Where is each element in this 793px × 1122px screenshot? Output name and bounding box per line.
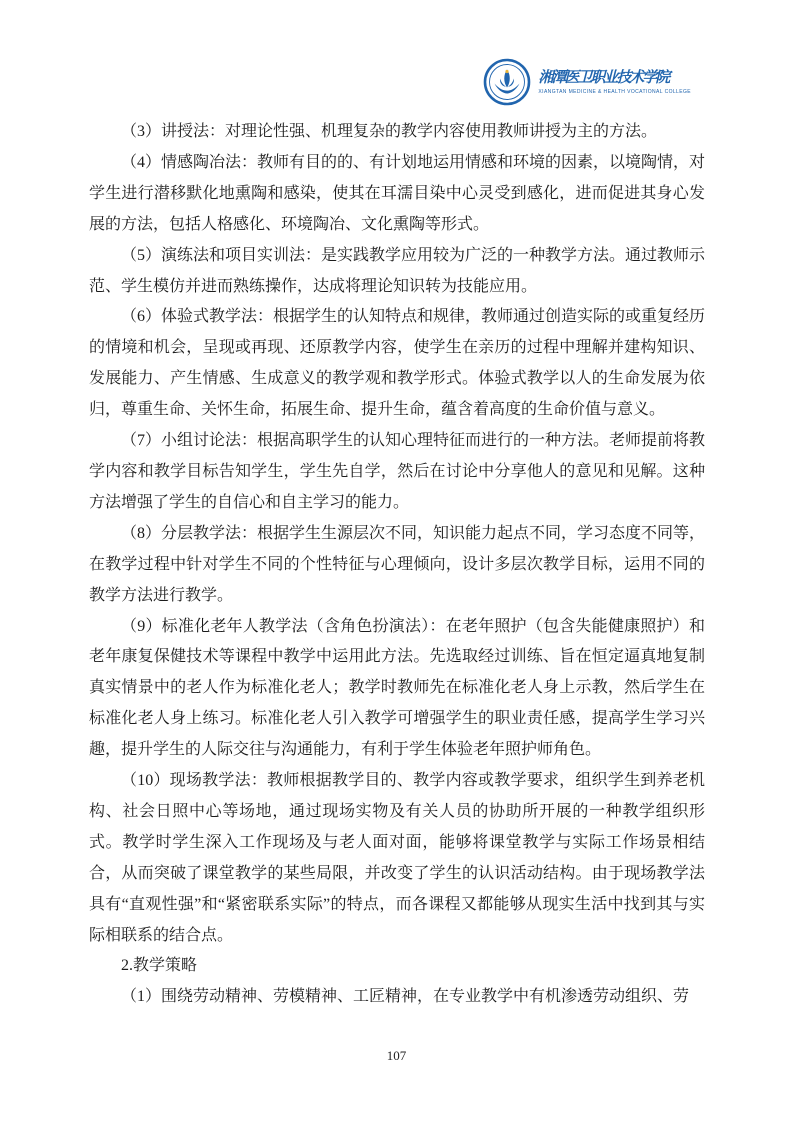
paragraph: （3）讲授法：对理论性强、机理复杂的教学内容使用教师讲授为主的方法。 xyxy=(121,123,658,140)
paragraph: （8）分层教学法：根据学生生源层次不同，知识能力起点不同，学习态度不同等，在教学过程中针对学生不同的个性特征与心理倾向，设计多层次教学目标，运用不同的教学方法进行教学。 xyxy=(89,524,706,604)
page-number: 107 xyxy=(386,1048,407,1063)
paragraph: （7）小组讨论法：根据高职学生的认知心理特征而进行的一种方法。老师提前将教学内容和教学目标告知学生，学生先自学，然后在讨论中分享他人的意见和见解。这种方法增强了学生的自信心和自主学习的能力。 xyxy=(89,432,706,511)
paragraph: （1）围绕劳动精神、劳模精神、工匠精神，在专业教学中有机渗透劳动组织、劳 xyxy=(121,988,690,1006)
paragraph: （10）现场教学法：教师根据教学目的、教学内容或教学要求，组织学生到养老机构、社会日照中心等场地，通过现场实物及有关人员的协助所开展的一种教学组织形式。教学时学生深入工作现场及与老人面对面，能够将课堂教学与实际工作场景相结合，从而突破了课堂教学的某些局限，并改变了学生的认识活动结构。由于现场教学法具有“直观性强”和“紧密联系实际”的特点，而各课程又都能够从现实生活中找到其与实际相联系的结合点。 xyxy=(89,772,705,944)
college-name-en: XIANGTAN MEDICINE & HEALTH VOCATIONAL COLLEGE xyxy=(538,89,691,95)
paragraph: 2.教学策略 xyxy=(121,957,198,975)
paragraph: （5）演练法和项目实训法：是实践教学应用较为广泛的一种教学方法。通过教师示范、学生模仿并进而熟练操作，达成将理论知识转为技能应用。 xyxy=(89,246,706,295)
paragraph: （4）情感陶冶法：教师有目的的、有计划地运用情感和环境的因素，以境陶情，对学生进行潜移默化地熏陶和感染，使其在耳濡目染中心灵受到感化，进而促进其身心发展的方法，包括人格感化、环境陶冶、文化熏陶等形式。 xyxy=(89,153,706,233)
college-emblem-icon xyxy=(483,58,531,106)
page-footer xyxy=(0,1048,793,1064)
document-body xyxy=(89,117,705,1013)
college-logo xyxy=(538,69,691,95)
page-header xyxy=(483,58,691,106)
college-name-cn: 湘潭医卫职业技术学院 xyxy=(538,70,669,86)
paragraph: （6）体验式教学法：根据学生的认知特点和规律，教师通过创造实际的或重复经历的情境和机会，呈现或再现、还原教学内容，使学生在亲历的过程中理解并建构知识、发展能力、产生情感、生成意义的教学观和教学形式。体验式教学以人的生命发展为依归，尊重生命、关怀生命，拓展生命、提升生命，蕴含着高度的生命价值与意义。 xyxy=(89,308,706,419)
paragraph: （9）标准化老年人教学法（含角色扮演法）：在老年照护（包含失能健康照护）和老年康复保健技术等课程中教学中运用此方法。先选取经过训练、旨在恒定逼真地复制真实情景中的老人作为标准化老人；教学时教师先在标准化老人身上示教，然后学生在标准化老人身上练习。标准化老人引入教学可增强学生的职业责任感，提高学生学习兴趣，提升学生的人际交往与沟通能力，有利于学生体验老年照护师角色。 xyxy=(89,617,705,759)
